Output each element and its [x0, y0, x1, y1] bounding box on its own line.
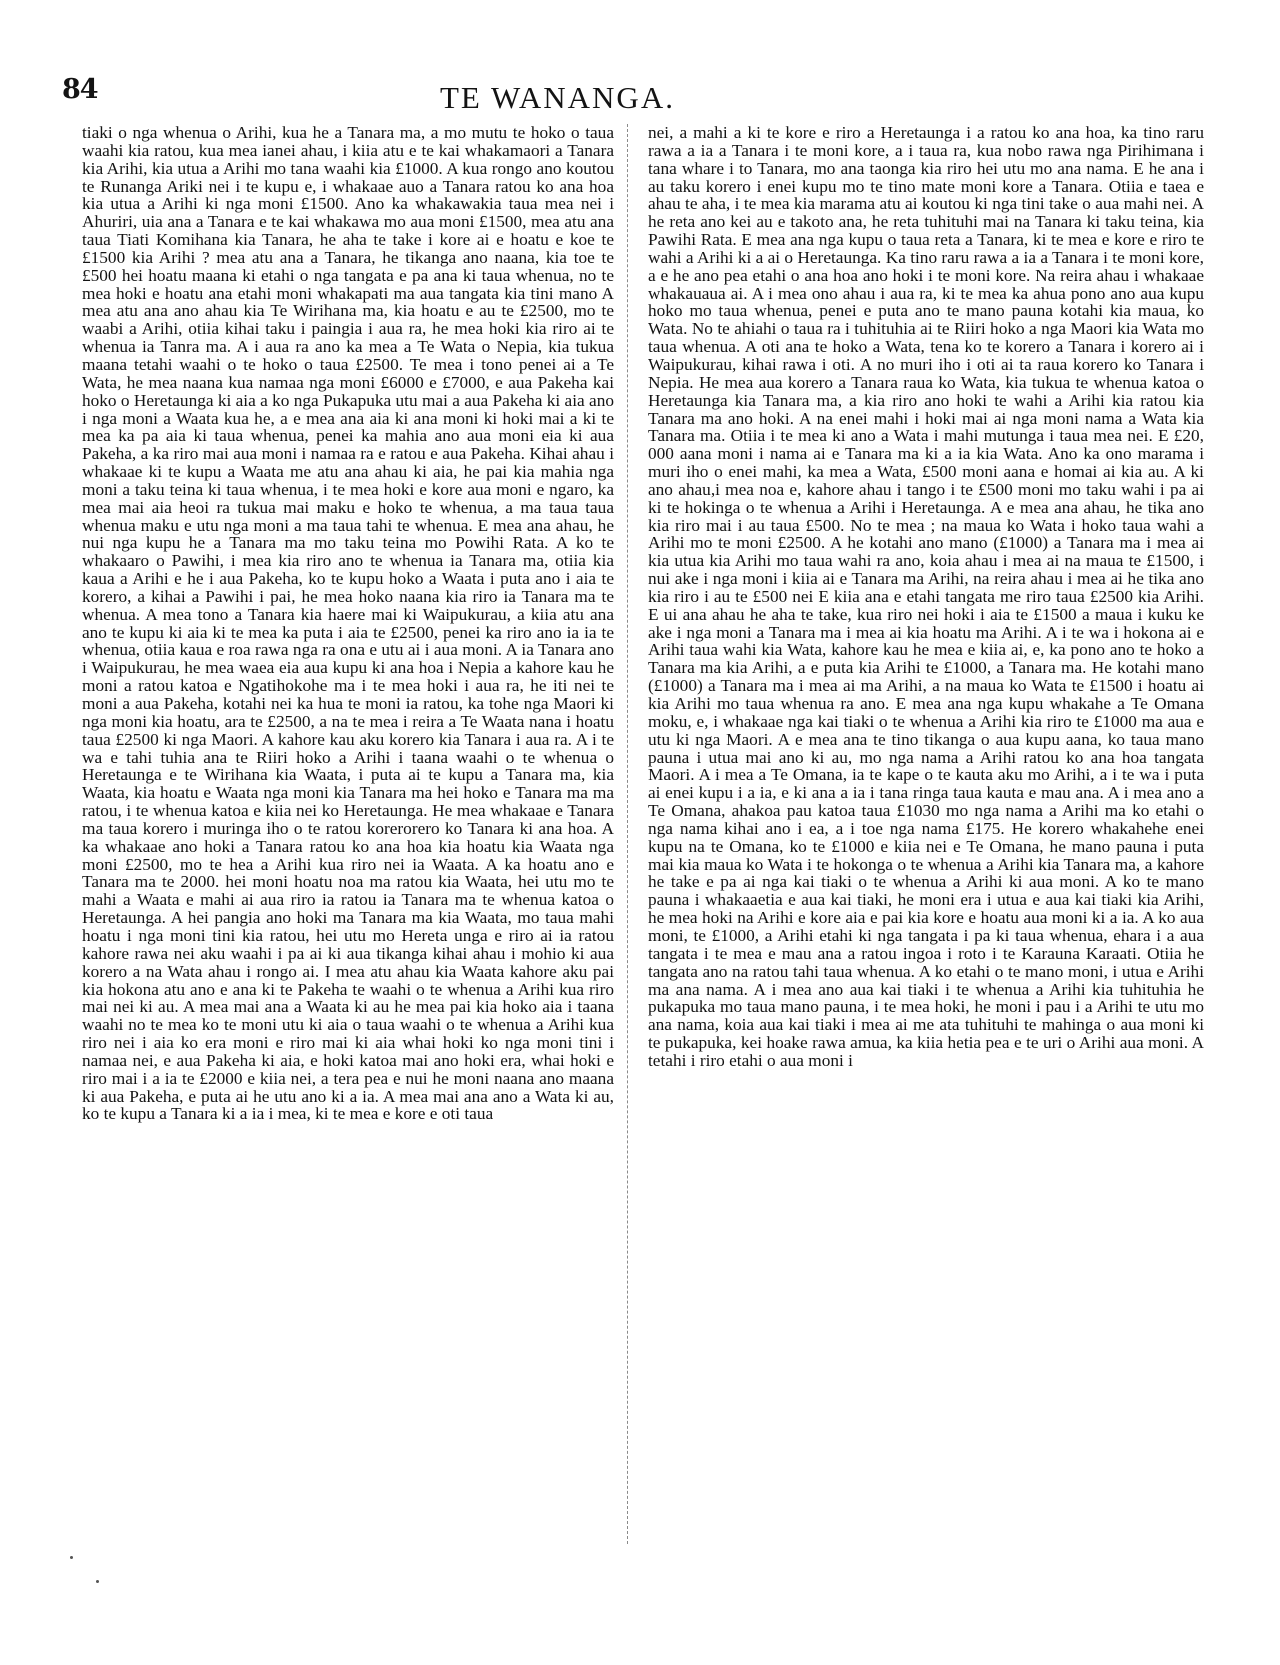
print-speck: [70, 1556, 73, 1559]
left-column-text: tiaki o nga whenua o Arihi, kua he a Tanara ma, a mo mutu te hoko o taua waahi kia ratou, kua mea ianei ahau, i kiia atu e te kai whakamaori a Tanara kia Arihi, kia utua a Arihi mo tana waahi kia £1000. A kua rongo ano koutou te Runanga Ariki nei i te kupu e, i whakaae auo a Tanara ratou ko ana hoa kia utua a Arihi ki nga moni £1500. Ano ka whakawakia taua mea nei i Ahuriri, uia ana a Tanara e te kai whakawa mo aua moni £1500, mea atu ana taua Tiati Komihana kia Tanara, he aha te take i kore ai e hoatu e koe te £1500 kia Arihi ? mea atu ana a Tanara, he tikanga ano naana, kia toe te £500 hei hoatu maana ki etahi o nga tangata e pa ana ki taua whenua, no te mea hoki e hoatu ana etahi moni whakapati ma aua tangata kia tini mano A mea atu ana ano ahau kia Te Wirihana ma, kia hoatu e au te £2500, mo te waabi a Arihi, otiia kihai taku i paingia i aua ra, he mea hoki kia riro ai te whenua ia Tanra ma. A i aua ra ano ka mea a Te Wata o Nepia, kia tukua maana tetahi waahi o te hoko o taua £2500. Te mea i tono penei ai a Te Wata, he mea naana kua namaa nga moni £6000 e £7000, e aua Pakeha kai hoko o Heretaunga ki aia a ko nga Pukapuka utu mai a aua Pakeha ki aia ano i nga moni a Waata kua he, a e mea ana aia ki ana moni ki hoki mai a ki te mea ka pa aia ki taua whenua, penei ka mahia ano aua moni eia ki aua Pakeha, a ka riro mai aua moni i namaa ra e ratou e aua Pakeha. Kihai ahau i whakaae ki te kupu a Waata me atu ana ahau ki aia, he pai kia mahia nga moni a taku teina ki taua whenua, i te mea hoki e kore aua moni e ngaro, ka mea mai aia heoi ra tukua mai maku e hoko te whenua, a ma taua taua whenua maku e utu nga moni a ma taua tahi te whenua. E mea ana ahau, he nui nga kupu he a Tanara ma mo taku teina mo Powihi Rata. A ko te whakaaro o Pawihi, i mea kia riro ano te whenua ia Tanara ma, otiia kia kaua a Arihi e he i aua Pakeha, ko te kupu hoko a Waata i puta ano i aia te korero, a kihai a Pawihi i pai, he mea hoko naana kia riro ia Tanara ma te whenua. A mea tono a Tanara kia haere mai ki Waipukurau, a kiia atu ana ano te kupu ki aia ki te mea ka puta i aia te £2500, penei ka riro ano ia ia te whenua, otiia kaua e roa rawa nga ra ona e utu ai i aua moni. A ia Tanara ano i Waipukurau, he mea waea eia aua kupu ki ana hoa i Nepia a kahore kau he moni a ratou katoa e Ngatihokohe ma i te mea hoki i aua ra, he iti nei te moni a aua Pakeha, kotahi nei ka hua te moni ia ratou, ka tohe nga Maori ki nga moni kia hoatu, ara te £2500, a na te mea i reira a Te Waata nana i hoatu taua £2500 ki nga Maori. A kahore kau aku korero kia Tanara i aua ra. A i te wa e tahi tuhia ana te Riiri hoko a Arihi i taana waahi o te whenua o Heretaunga e te Wirihana kia Waata, i puta ai te kupu a Tanara ma, kia Waata, kia hoatu e Waata nga moni kia Tanara ma hei hoko e Tanara ma ma ratou, i te whenua katoa e kiia nei ko Heretaunga. He mea whakaae e Tanara ma taua korero i muringa iho o te ratou korerorero ko Tanara ki ana hoa. A ka whakaae ano hoki a Tanara ratou ko ana hoa kia hoatu kia Waata nga moni £2500, mo te hea a Arihi kua riro nei ia Waata. A ka hoatu ano e Tanara ma te 2000. hei moni hoatu noa ma ratou kia Waata, hei utu mo te mahi a Waata e mahi ai aua riro ia ratou ia Tanara ma te whenua katoa o Heretaunga. A hei pangia ano hoki ma Tanara ma kia Waata, mo taua mahi hoatu i nga moni tini kia ratou, hei utu mo Hereta unga e riro ai ia ratou kahore rawa nei aku waahi i pa ai ki aua tikanga kihai ahau i mohio ki aua korero a na Wata ahau i rongo ai. I mea atu ahau kia Waata kahore aku pai kia hokona atu ano e ana ki te Pakeha te waahi o te whenua a Arihi kua riro mai nei ki au. A mea mai ana a Waata ki au he mea pai kia hoko aia i taana waahi no te mea ko te moni utu ki aia o taua waahi o te whenua a Arihi kua riro nei i aia ko era moni e riro mai ki aia whai hoki ko nga moni tini i namaa nei, e aua Pakeha ki aia, e hoki katoa mai ano hoki era, whai hoki e riro mai i a ia te £2000 e kiia nei, a tera pea e nui he moni naana ano maana ki aua Pakeha, e puta ai he utu ano ki a ia. A mea mai ana ano a Wata ki au, ko te kupu a Tanara ki a ia i mea, ki te mea e kore e oti taua: [82, 124, 614, 1124]
right-column: [648, 124, 1204, 1544]
print-speck: [96, 1580, 99, 1583]
page-number: 84: [62, 74, 98, 105]
right-column-text: nei, a mahi a ki te kore e riro a Heretaunga i a ratou ko ana hoa, ka tino raru rawa a ia a Tanara i te moni kore, a i taua ra, kua nobo rawa nga Pirihimana i tana whare i to Tanara, mo ana taonga kia riro hei utu mo ana nama. E he ana i au taku korero i enei kupu mo te tino mate moni kore a Tanara. Otiia e taea e ahau te aha, i te mea kia marama atu ai koutou ki nga tini take o aua mahi nei. A he reta ano kei au e takoto ana, he reta tuhituhi mai na Tanara ki taku teina, kia Pawihi Rata. E mea ana nga kupu o taua reta a Tanara, ki te mea e kore e riro te wahi a Arihi ki a ai o Heretaunga. Ka tino raru rawa a ia a Tanara i te moni kore, a e he ano pea etahi o ana hoa ano hoki i te moni kore. Na reira ahau i whakaae whakauaua ai. A i mea ono ahau i aua ra, ki te mea ka ahua pono ano aua kupu hoko mo taua whenua, penei e puta ano te mano pauna kotahi kia maua, ko Wata. No te ahiahi o taua ra i tuhituhia ai te Riiri hoko a nga Maori kia Wata mo taua whenua. A oti ana te hoko a Wata, tena ko te korero a Tanara i korero ai i Waipukurau, kihai rawa i oti. A no muri iho i oti ai ta raua korero ko Tanara i Nepia. He mea aua korero a Tanara raua ko Wata, kia tukua te whenua katoa o Heretaunga kia Tanara ma, a kia riro ano hoki te wahi a Arihi kia ratou kia Tanara ma ano hoki. A na enei mahi i hoki mai ai nga moni nama a Wata kia Tanara ma. Otiia i te mea ki ano a Wata i mahi mutunga i taua mea nei. E £20, 000 aana moni i nama ai e Tanara ma ki a ia kia Wata. Ano ka ono marama i muri iho o enei mahi, ka mea a Wata, £500 moni aana e homai ai kia au. A ki ano ahau,i mea noa e, kahore ahau i tango i te £500 moni mo taku wahi i pa ai ki te hokinga o te whenua a Arihi i Heretaunga. A e mea ana ahau, he tika ano kia riro mai i au taua £500. No te mea ; na maua ko Wata i hoko taua wahi a Arihi mo te moni £2500. A he kotahi ano mano (£1000) a Tanara ma i mea ai kia utua kia Arihi mo taua wahi ra ano, koia ahau i mea ai na maua te £1500, i nui ake i nga moni i kiia ai e Tanara ma Arihi, na reira ahau i mea ai he tika ano kia riro i au te £500 nei E kiia ana e etahi tangata me riro taua £2500 kia Arihi. E ui ana ahau he aha te take, kua riro nei hoki i aia te £1500 a maua i kuku ke ake i nga moni a Tanara ma i mea ai kia hoatu ma Arihi. A i te wa i hokona ai e Arihi taua wahi kia Wata, kahore kau he mea e kiia ai, e, ka pono ano te hoko a Tanara ma kia Arihi, a e puta kia Arihi te £1000, a Tanara ma. He kotahi mano (£1000) a Tanara ma i mea ai ma Arihi, a na maua ko Wata te £1500 i hoatu ai kia Arihi mo taua whenua ra ano. E mea ana nga kupu whakahe a Te Omana moku, e, i whakaae nga kai tiaki o te whenua a Arihi kia riro te £1000 ma aua e utu ki nga Maori. A e mea ana te tino tikanga o aua kupu aana, ko taua mano pauna i utua mai ano ki au, mo nga nama a Arihi ratou ko ana hoa tangata Maori. A i mea a Te Omana, ia te kape o te kauta aku mo Arihi, a i te wa i puta ai enei kupu i a ia, e ki ana a ia i tana ringa taua kauta e mau ana. A i mea ano a Te Omana, ahakoa pau katoa taua £1030 mo nga nama a Arihi ma ko etahi o nga nama kihai ano i ea, a i toe nga nama £175. He korero whakahehe enei kupu na te Omana, ko te £1000 e kiia nei e Te Omana, he mano pauna i puta mai kia maua ko Wata i te hokonga o te whenua a Arihi kia Tanara ma, a kahore he take e pa ai nga kai tiaki o te whenua a Arihi ki aua moni. A ko te mano pauna i whakaaetia e aua kai tiaki, he moni era i utua e aua kai tiaki kia Arihi, he mea hoki na Arihi e kore aia e pai kia kore e hoatu aua moni ki a ia. A ko aua moni, te £1000, a Arihi etahi ki nga tangata i pa ki taua whenua, ehara i a aua tangata i te mea e mau ana a ratou ingoa i roto i te Karauna Karaati. Otiia he tangata ano na ratou tahi taua whenua. A ko etahi o te mano moni, i utua e Arihi ma ana nama. A i mea ano aua kai tiaki i te whenua a Arihi kia tuhituhia he pukapuka mo taua mano pauna, i te mea hoki, he moni i pau i a Arihi te utu mo ana nama, koia aua kai tiaki i mea ai me ata tuhituhi te mahinga o aua moni ki te pukapuka, kei hoake rawa amua, ka kiia hetia pea e te uri o Arihi aua moni. A tetahi i riro etahi o aua moni i: [648, 124, 1204, 1070]
running-title: TE WANANGA.: [440, 80, 675, 115]
left-column: [82, 124, 614, 1544]
column-divider: [627, 124, 628, 1544]
